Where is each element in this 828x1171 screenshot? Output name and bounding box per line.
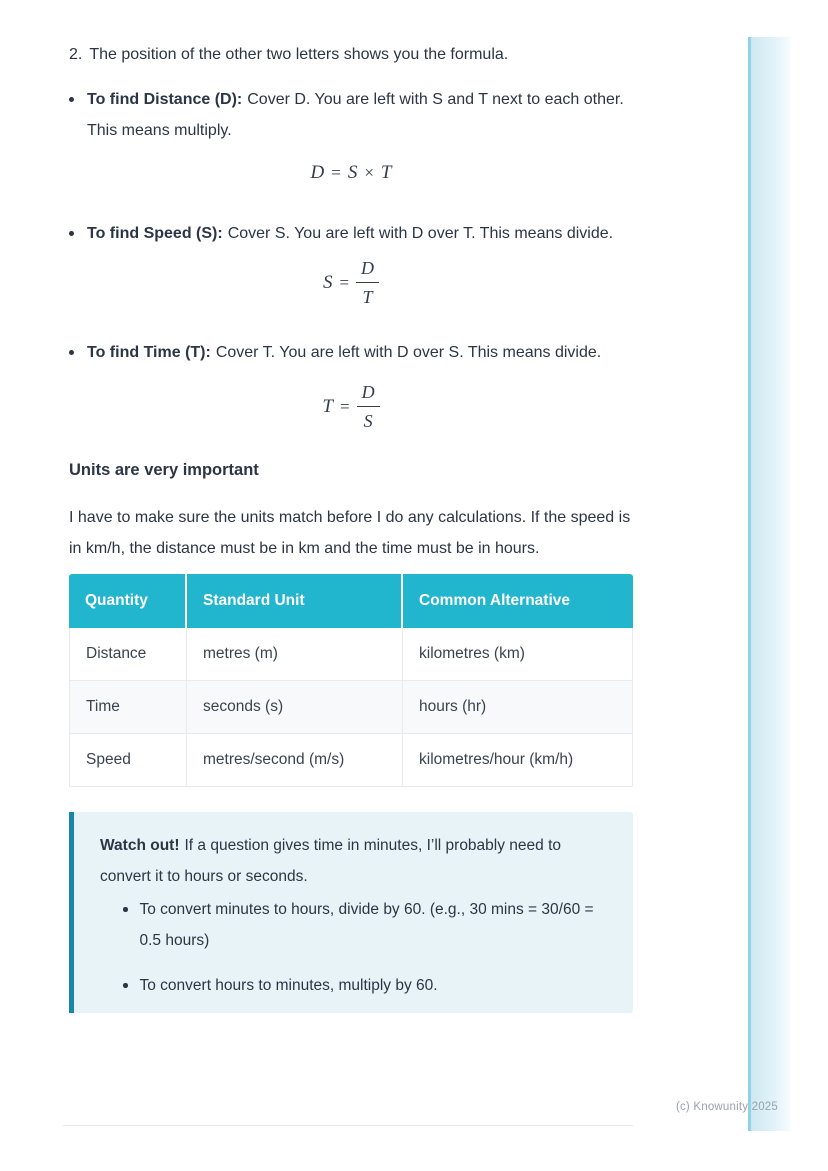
callout-bullet-text: To convert minutes to hours, divide by 60. (e.g., 30 mins = 30/60 = 0.5 hours): [139, 901, 594, 949]
units-table: [69, 574, 633, 787]
formula-lhs: S: [322, 271, 333, 293]
copyright-footer: (c) Knowunity 2025: [675, 1101, 778, 1113]
cell-common-alternative: kilometres (km): [403, 628, 633, 681]
fraction-numerator: D: [357, 381, 380, 407]
bullet-label: To find Speed (S):: [87, 225, 223, 242]
fraction: [356, 257, 379, 308]
formula-b: T: [380, 162, 392, 183]
equals-sign: =: [331, 163, 341, 182]
fraction-numerator: D: [356, 257, 379, 283]
units-paragraph: I have to make sure the units match before I do any calculations. If the speed is in km/h, the distance must be in km and the time must be in hours.: [69, 509, 631, 557]
formula-time: [69, 381, 633, 432]
equals-sign: =: [339, 272, 350, 292]
bullet-body: Cover S. You are left with D over T. This means divide.: [227, 225, 614, 242]
callout-bullet-text: To convert hours to minutes, multiply by 60.: [139, 977, 438, 994]
formula-speed: [69, 257, 633, 308]
bullet-dot-icon: [69, 350, 74, 355]
callout-label: Watch out!: [100, 837, 180, 854]
cell-standard-unit: metres/second (m/s): [187, 734, 403, 787]
callout-bullet: [123, 894, 605, 956]
cell-common-alternative: kilometres/hour (km/h): [403, 734, 633, 787]
cell-quantity: Speed: [69, 734, 187, 787]
cell-quantity: Time: [69, 681, 187, 734]
bullet-body: Cover D. You are left with S and T next to each other. This means multiply.: [87, 91, 624, 139]
table-row: [69, 734, 633, 787]
formula-distance: [69, 160, 633, 186]
table-header-row: [69, 574, 633, 628]
list-item-text: The position of the other two letters shows you the formula.: [89, 46, 509, 63]
bullet-text: [87, 218, 613, 249]
bullet-text: [87, 84, 633, 146]
numbered-list-item: [69, 43, 633, 67]
callout-paragraph: [100, 830, 605, 892]
equals-sign: =: [339, 396, 350, 416]
cell-common-alternative: hours (hr): [403, 681, 633, 734]
bullet-dot-icon: [69, 231, 74, 236]
table-row: [69, 628, 633, 681]
watch-out-callout: [69, 812, 633, 1013]
fraction: [357, 381, 380, 432]
bullet-dot-icon: [69, 97, 74, 102]
bullet-dot-icon: [123, 983, 128, 988]
bullet-label: To find Distance (D):: [87, 91, 243, 108]
multiply-sign: ×: [364, 163, 374, 182]
bullet-label: To find Time (T):: [87, 344, 211, 361]
bullet-dot-icon: [123, 907, 128, 912]
bullet-speed: [69, 218, 633, 249]
cell-standard-unit: metres (m): [187, 628, 403, 681]
cell-standard-unit: seconds (s): [187, 681, 403, 734]
column-header-standard-unit: Standard Unit: [187, 574, 403, 628]
formula-lhs: D: [310, 162, 325, 183]
fraction-denominator: S: [363, 411, 373, 431]
table-row: [69, 681, 633, 734]
bottom-divider: [63, 1125, 633, 1126]
bullet-time: [69, 337, 633, 368]
formula-lhs: T: [322, 395, 333, 417]
page-edge-highlight-strip: [748, 37, 791, 1131]
list-item-number: 2.: [69, 46, 83, 63]
callout-text: If a question gives time in minutes, I’ll probably need to convert it to hours or seconds.: [100, 837, 562, 885]
bullet-distance: [69, 84, 633, 146]
document-content: [69, 36, 633, 1013]
bullet-body: Cover T. You are left with D over S. This means divide.: [215, 344, 602, 361]
fraction-denominator: T: [362, 287, 373, 307]
column-header-quantity: Quantity: [69, 574, 187, 628]
column-header-common-alternative: Common Alternative: [403, 574, 633, 628]
callout-bullet-list: [123, 894, 605, 1001]
callout-bullet: [123, 970, 605, 1001]
section-heading-units: Units are very important: [69, 461, 259, 479]
cell-quantity: Distance: [69, 628, 187, 681]
bullet-text: [87, 337, 601, 368]
formula-a: S: [347, 162, 358, 183]
